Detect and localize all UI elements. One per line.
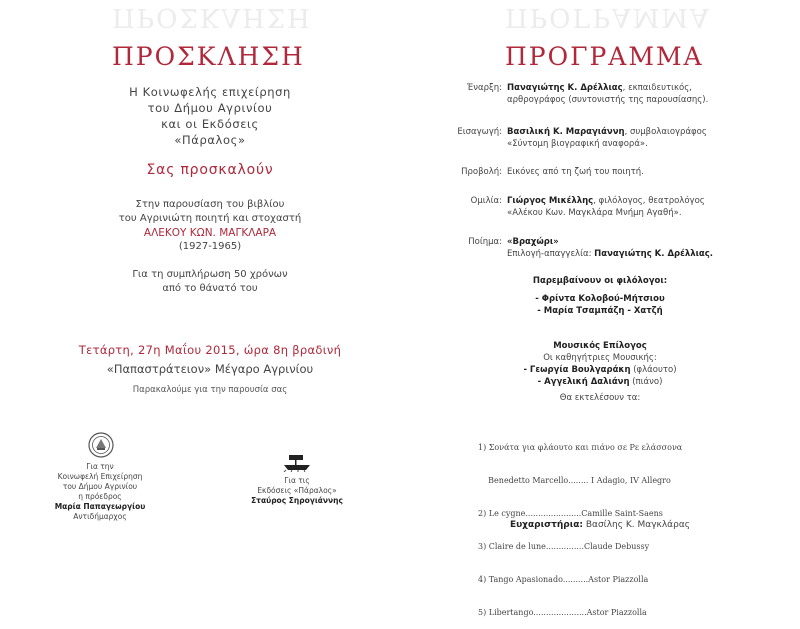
attendance-request: Παρακαλούμε για την παρουσία σας [132, 385, 288, 395]
ship-logo-icon [282, 452, 312, 472]
signature-municipality: Για την Κοινωφελή Επιχείρηση του Δήμου Αγρινίου η πρόεδρος Μαρία Παπαγεωργίου Αντιδήμαρχος [54, 462, 146, 521]
title-reflection-left: ΠΡΟΣΚΛΗΣΗ [112, 2, 312, 32]
presentation-text: Στην παρουσίαση του βιβλίου του Αγρινιώτη ποιητή και στοχαστή ΑΛΕΚΟΥ ΚΩΝ. ΜΑΓΚΛΑΡΑ (1927-1965) [60, 198, 360, 254]
event-date: Τετάρτη, 27η Μαΐου 2015, ώρα 8η βραδινή [78, 343, 342, 357]
acknowledgements: Ευχαριστήρια: Βασίλης Κ. Μαγκλάρας [509, 520, 691, 530]
invite-heading: Σας προσκαλούν [146, 162, 274, 178]
anniversary-text: Για τη συμπλήρωση 50 χρόνων από το θάνατό του [132, 269, 288, 294]
list-item: Benedetto Marcello........ I Adagio, IV Allegro [478, 476, 671, 485]
municipality-emblem-icon [88, 432, 114, 458]
invitation-title: ΠΡΟΣΚΛΗΣΗ [112, 42, 305, 71]
list-item: 4) Tango Apasionado..........Astor Piazzolla [478, 575, 649, 584]
poet-name: ΑΛΕΚΟΥ ΚΩΝ. ΜΑΓΚΛΑΡΑ [143, 227, 277, 239]
list-item: 3) Claire de lune...............Claude Debussy [478, 542, 650, 551]
list-item: 5) Libertango.....................Astor Piazzolla [478, 608, 647, 617]
music-section: Μουσικός Επίλογος Οι καθηγήτριες Μουσικής: - Γεωργία Βουλγαράκη (φλάουτο) - Αγγελική Δαλιάνη (πιάνο) Θα εκτελέσουν τα: [523, 341, 677, 403]
event-venue: «Παπαστράτειον» Μέγαρο Αγρινίου [106, 362, 314, 376]
list-item: 1) Σονάτα για φλάουτο και πιάνο σε Ρε ελάσσονα [478, 443, 683, 452]
intro-text: Η Κοινωφελής επιχείρηση του Δήμου Αγρινίου και οι Εκδόσεις «Πάραλος» [129, 85, 291, 147]
program-title: ΠΡΟΓΡΑΜΜΑ [505, 42, 704, 71]
philologists-section: Παρεμβαίνουν οι φιλόλογοι: - Φρίντα Κολοβού-Μήτσιου - Μαρία Τσαμπάζη - Χατζή [532, 276, 668, 316]
signature-publisher: Για τις Εκδόσεις «Πάραλος» Σταύρος Σηρογιάννης [251, 476, 343, 505]
list-item: 2) Le cygne......................Camille Saint-Saens [478, 509, 663, 518]
title-reflection-right: ΠΡΟΓΡΑΜΜΑ [505, 2, 711, 32]
